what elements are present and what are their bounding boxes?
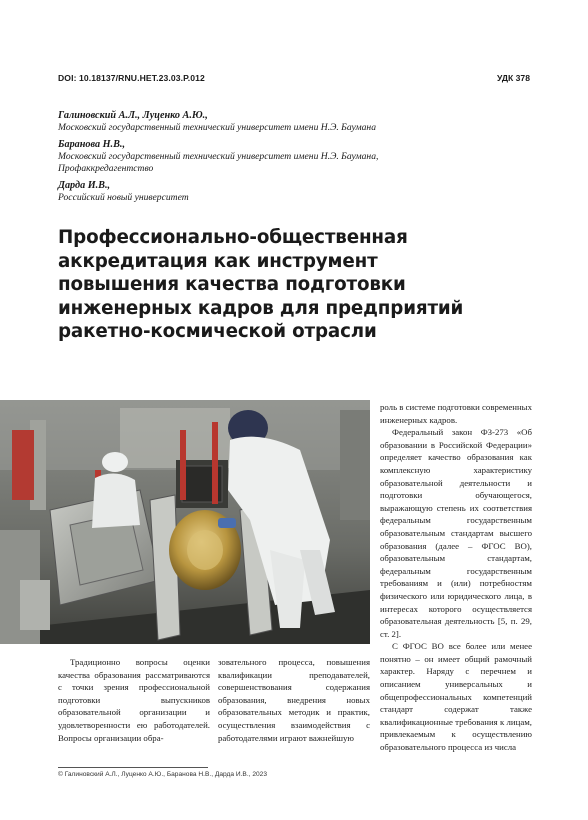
- paragraph: роль в системе подготовки современных инженерных кадров.: [380, 402, 532, 425]
- paragraph: Федеральный закон ФЗ-273 «Об образовании в Российской Федерации» определяет качество образования как комплексную характеристику образовательной деятельности и подготовки обучающегося, выражающую степень их соответствия федеральным государственным образовательным стандартам высшего образования (далее – ФГОС ВО), образовательным стандартам, федеральным государственным требованиям и (или) потребностям физического или юридического лица, в интересах которого осуществляется образовательная деятельность [5, п. 29, ст. 2].: [380, 427, 532, 639]
- text-column-middle: [218, 656, 370, 744]
- author-names: Галиновский А.Л., Луценко А.Ю.,: [58, 110, 208, 121]
- doi-label: DOI: 10.18137/RNU.HET.23.03.P.012: [58, 73, 205, 83]
- author-affiliation: Московский государственный технический университет имени Н.Э. Баумана: [58, 122, 376, 133]
- author-block: [58, 110, 528, 134]
- author-affiliation: Российский новый университет: [58, 192, 189, 203]
- title-line: Профессионально-общественная: [58, 227, 408, 248]
- text-column-right: [380, 401, 532, 754]
- author-affiliation: Профаккредагентство: [58, 163, 154, 174]
- authors-section: [58, 110, 528, 209]
- author-affiliation: Московский государственный технический университет имени Н.Э. Баумана,: [58, 151, 379, 162]
- title-line: повышения качества подготовки: [58, 274, 406, 295]
- author-block: [58, 139, 528, 175]
- title-line: ракетно-космической отрасли: [58, 321, 377, 342]
- author-names: Баранова Н.В.,: [58, 139, 125, 150]
- title-line: инженерных кадров для предприятий: [58, 297, 464, 319]
- udk-label: УДК 378: [496, 73, 530, 83]
- cleanroom-photo: [0, 400, 370, 644]
- text-column-left: [58, 656, 210, 744]
- author-block: [58, 180, 528, 204]
- title-line: аккредитация как инструмент: [58, 250, 378, 272]
- paragraph: С ФГОС ВО все более или менее понятно – он имеет общий рамочный характер. Наряду с перечнем и описанием универсальных и общепрофессиональных компетенций стандарт содержат также квалификационные требования к лицам, привлекаемым к осуществлению образовательного процесса из числа: [380, 641, 532, 753]
- copyright-footnote: © Галиновский А.Л., Луценко А.Ю., Баранова Н.В., Дарда И.В., 2023: [58, 771, 267, 778]
- footnote-divider: [58, 767, 208, 768]
- paragraph: Традиционно вопросы оценки качества образования рассматриваются с точки зрения профессиональной подготовки выпускников образовательной организации и удовлетворенности ею работодателей. Вопросы организации обра-: [58, 657, 210, 743]
- paragraph: зовательного процесса, повышения квалификации преподавателей, совершенствования содержания образования, внедрения новых образовательных методик и практик, осуществления взаимодействия с работодателями играют важнейшую: [218, 657, 370, 743]
- article-title: [58, 226, 528, 344]
- author-names: Дарда И.В.,: [58, 180, 111, 191]
